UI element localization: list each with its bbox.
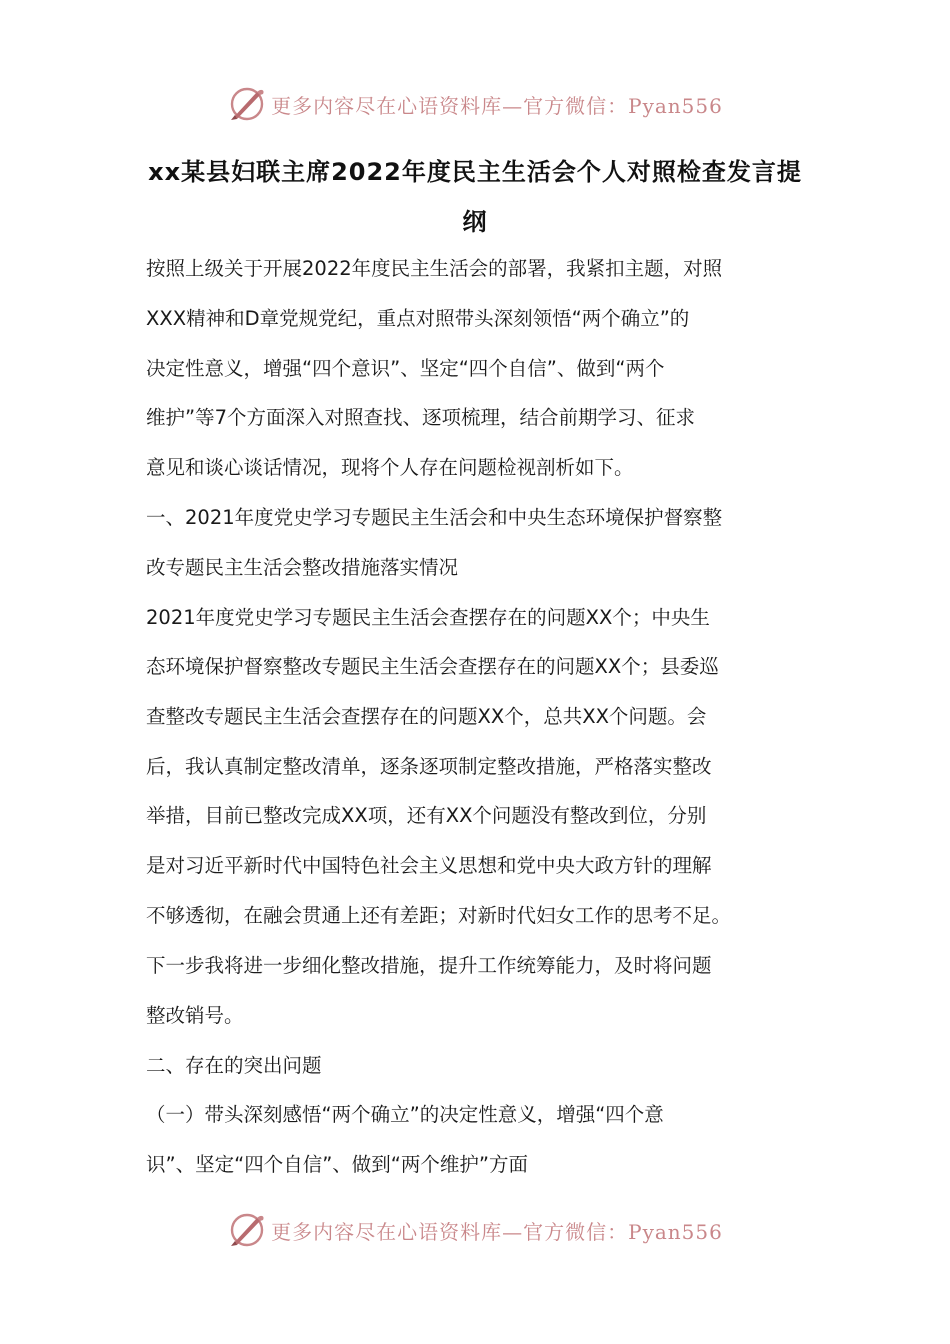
watermark-banner-bottom [0,1208,950,1252]
section-heading-2: 二、存在的突出问题 [146,1054,322,1077]
watermark-text: 更多内容尽在心语资料库—官方微信：Pyan556 [271,1219,723,1244]
body-line: 决定性意义，增强“四个意识”、坚定“四个自信”、做到“两个 [146,357,665,380]
section-heading-1-cont: 改专题民主生活会整改措施落实情况 [146,556,459,579]
quill-pen-logo-icon [227,84,267,124]
body-line: 举措，目前已整改完成XX项，还有XX个问题没有整改到位，分别 [146,804,707,827]
body-line: 下一步我将进一步细化整改措施，提升工作统筹能力，及时将问题 [146,954,712,977]
body-line: 2021年度党史学习专题民主生活会查摆存在的问题XX个；中央生 [146,606,710,629]
subsection-heading-1: （一）带头深刻感悟“两个确立”的决定性意义，增强“四个意 [146,1103,664,1126]
section-heading-1: 一、2021年度党史学习专题民主生活会和中央生态环境保护督察整 [146,506,723,529]
quill-pen-logo-icon [227,1210,267,1250]
body-line: 按照上级关于开展2022年度民主生活会的部署，我紧扣主题，对照 [146,257,723,280]
body-line: 整改销号。 [146,1004,244,1027]
subsection-heading-1-cont: 识”、坚定“四个自信”、做到“两个维护”方面 [146,1153,529,1176]
watermark-banner-top [0,82,950,126]
document-title-line-1: xx某县妇联主席2022年度民主生活会个人对照检查发言提 [148,158,802,186]
body-line: 态环境保护督察整改专题民主生活会查摆存在的问题XX个；县委巡 [146,655,719,678]
body-line: 查整改专题民主生活会查摆存在的问题XX个，总共XX个问题。会 [146,705,707,728]
document-title-line-2: 纲 [462,208,488,236]
watermark-text: 更多内容尽在心语资料库—官方微信：Pyan556 [271,93,723,118]
body-line: XXX精神和D章党规党纪，重点对照带头深刻领悟“两个确立”的 [146,307,690,330]
body-line: 维护”等7个方面深入对照查找、逐项梳理，结合前期学习、征求 [146,406,696,429]
body-line: 不够透彻，在融会贯通上还有差距；对新时代妇女工作的思考不足。 [146,904,732,927]
body-line: 意见和谈心谈话情况，现将个人存在问题检视剖析如下。 [146,456,634,479]
body-line: 是对习近平新时代中国特色社会主义思想和党中央大政方针的理解 [146,854,712,877]
body-line: 后，我认真制定整改清单，逐条逐项制定整改措施，严格落实整改 [146,755,712,778]
